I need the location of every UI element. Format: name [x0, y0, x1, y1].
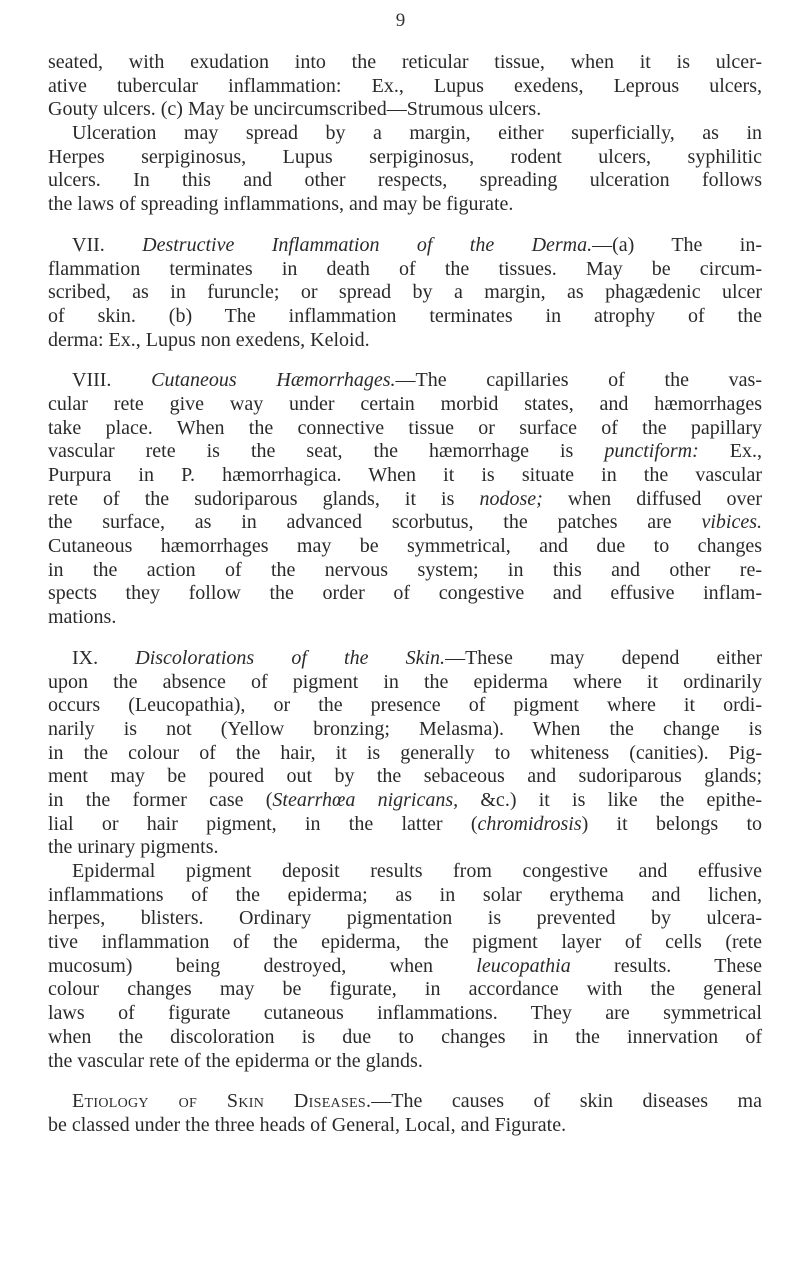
text-line: be classed under the three heads of General, Local, and Figurate.	[48, 1113, 567, 1136]
text-line: when the discoloration is due to changes in the innervation of	[48, 1025, 762, 1048]
section-heading-line: VIII. Cutaneous Hæmorrhages.—The capillaries of the vas-	[72, 369, 762, 392]
text-line: laws of figurate cutaneous inflammations. They are symmetrical	[48, 1002, 762, 1025]
text-line: Epidermal pigment deposit results from congestive and effusive	[72, 860, 762, 882]
text-line: lial or hair pigment, in the latter (chromidrosis) it belongs to	[48, 812, 763, 835]
section-title: Discolorations of the Skin.	[135, 646, 446, 669]
text-line: ment may be poured out by the sebaceous and sudoriparous glands;	[48, 765, 762, 788]
text-line: Gouty ulcers. (c) May be uncircumscribed—Strumous ulcers.	[48, 98, 542, 121]
text-line: seated, with exudation into the reticular tissue, when it is ulcer-	[48, 51, 762, 73]
text-line: mations.	[48, 606, 117, 629]
section-title: Cutaneous Hæmorrhages.	[151, 369, 396, 392]
text-line: rete of the sudoriparous glands, it is nodose; when diffused over	[48, 487, 762, 510]
text-line: scribed, as in furuncle; or spread by a margin, as phagædenic ulcer	[48, 281, 762, 304]
text-line: cular rete give way under certain morbid states, and hæmorrhages	[48, 392, 762, 415]
text-line: tive inflammation of the epiderma, the pigment layer of cells (rete	[48, 931, 762, 954]
text-line: of skin. (b) The inflammation terminates in atrophy of the	[48, 304, 762, 327]
text-line: the surface, as in advanced scorbutus, the patches are vibices.	[48, 511, 762, 534]
text-line: the laws of spreading inflammations, and may be figurate.	[48, 193, 514, 216]
text-line: occurs (Leucopathia), or the presence of pigment where it ordi-	[48, 694, 762, 717]
body-text	[48, 51, 762, 1138]
page-number: 9	[395, 10, 406, 31]
text-line: in the colour of the hair, it is generally to whiteness (canities). Pig-	[48, 741, 762, 764]
section-heading-line: Etiology of Skin Diseases.—The causes of skin diseases ma	[72, 1090, 762, 1113]
text-line: flammation terminates in death of the tissues. May be circum-	[48, 257, 762, 280]
text-line: take place. When the connective tissue or surface of the papillary	[48, 416, 762, 439]
text-line: the urinary pigments.	[48, 836, 219, 859]
text-line: mucosum) being destroyed, when leucopathia results. These	[48, 954, 762, 977]
text-line: the vascular rete of the epiderma or the glands.	[48, 1049, 423, 1072]
text-line: Cutaneous hæmorrhages may be symmetrical, and due to changes	[48, 535, 762, 558]
text-line: Herpes serpiginosus, Lupus serpiginosus, rodent ulcers, syphilitic	[48, 145, 762, 168]
text-line: upon the absence of pigment in the epiderma where it ordinarily	[48, 670, 762, 693]
text-line: spects they follow the order of congestive and effusive inflam-	[48, 582, 762, 605]
text-line: ulcers. In this and other respects, spreading ulceration follows	[48, 169, 762, 192]
text-line: ative tubercular inflammation: Ex., Lupus exedens, Leprous ulcers,	[48, 74, 762, 97]
section-title: Etiology of Skin Diseases.	[72, 1090, 372, 1113]
text-line: in the former case (Stearrhœa nigricans, &c.) it is like the epithe-	[48, 788, 763, 811]
text-line: in the action of the nervous system; in this and other re-	[48, 558, 762, 581]
section-heading-line: IX. Discolorations of the Skin.—These may depend either	[72, 646, 762, 669]
text-line: colour changes may be figurate, in accordance with the general	[48, 978, 762, 1001]
section-heading-line: VII. Destructive Inflammation of the Derma.—(a) The in-	[72, 233, 763, 256]
text-line: herpes, blisters. Ordinary pigmentation is prevented by ulcera-	[48, 907, 762, 930]
text-line: Ulceration may spread by a margin, either superficially, as in	[72, 122, 762, 145]
text-line: vascular rete is the seat, the hæmorrhage is punctiform: Ex.,	[48, 440, 762, 463]
text-line: Purpura in P. hæmorrhagica. When it is situate in the vascular	[48, 464, 762, 486]
section-title: Destructive Inflammation of the Derma.	[142, 233, 593, 256]
text-line: narily is not (Yellow bronzing; Melasma). When the change is	[48, 717, 762, 740]
text-line: derma: Ex., Lupus non exedens, Keloid.	[48, 328, 370, 351]
text-line: inflammations of the epiderma; as in solar erythema and lichen,	[48, 883, 762, 906]
